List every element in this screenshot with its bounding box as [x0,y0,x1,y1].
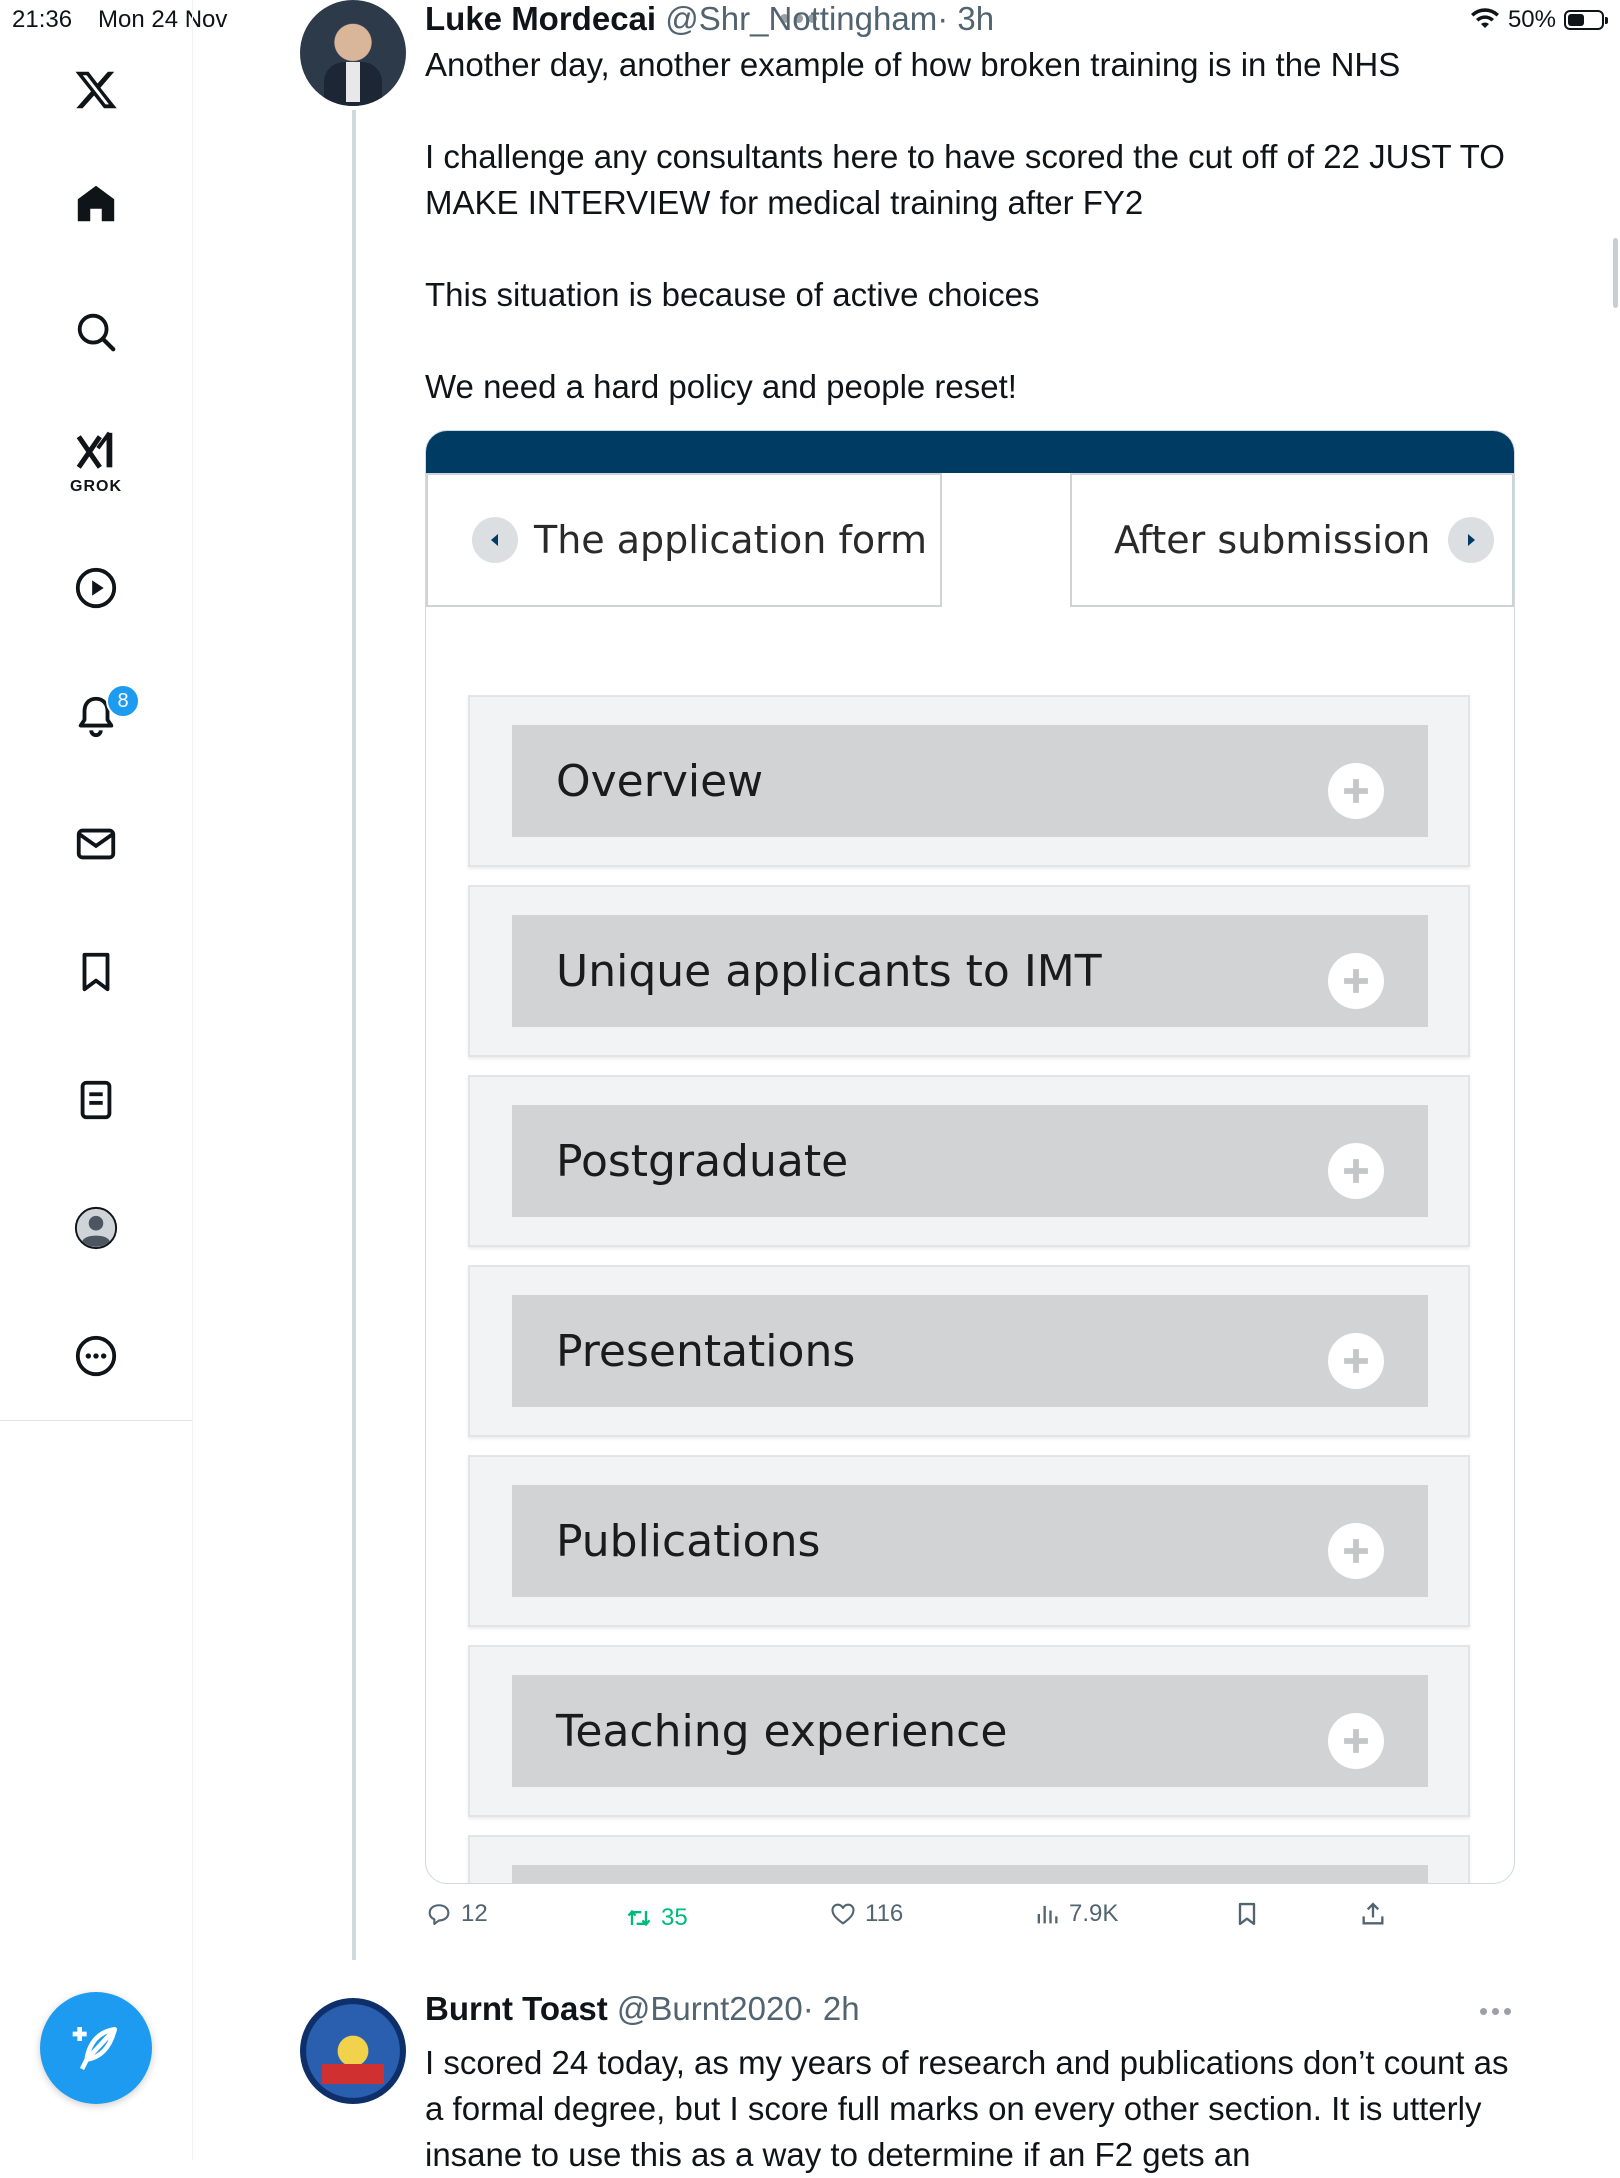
search-icon[interactable] [70,306,122,358]
more-options-icon[interactable] [1480,2008,1511,2015]
accordion-item [468,1645,1470,1817]
more-options-icon[interactable] [70,1330,122,1382]
tab-label: After submission [1114,518,1431,562]
bookmark-button[interactable] [1233,1900,1261,1928]
bookmark-icon [1233,1900,1261,1928]
plus-icon [1328,1143,1384,1199]
sidebar-divider [0,1420,192,1421]
grok-label: GROK [70,478,122,495]
status-time: 21:36 [12,6,73,33]
arrow-right-icon [1448,517,1494,563]
retweet-icon [625,1904,653,1932]
views-button[interactable] [1033,1900,1118,1928]
video-play-icon[interactable] [70,562,122,614]
tab-label: The application form [534,518,928,562]
sidebar [0,0,193,2160]
accordion-item-partial [468,1835,1470,1884]
battery-icon [1564,10,1604,30]
plus-icon [1328,1523,1384,1579]
accordion-item [468,695,1470,867]
accordion-label: Teaching experience [556,1705,1008,1757]
arrow-left-icon [472,517,518,563]
share-button[interactable] [1359,1900,1387,1928]
plus-icon [1328,1713,1384,1769]
tweet-actions [425,1900,1425,1940]
author-name[interactable]: Burnt Toast [425,1990,608,2027]
tweet-header [425,1990,860,2028]
wifi-icon [1470,8,1500,32]
tweet-paragraph: I challenge any consultants here to have scored the cut off of 22 JUST TO MAKE INTERVIEW for medical training after FY2 [425,138,1505,221]
thread-connector-line [352,110,356,1960]
compose-feather-icon [68,2020,124,2076]
profile-avatar-icon[interactable] [70,1202,122,1254]
plus-icon [1328,763,1384,819]
tweet-paragraph: We need a hard policy and people reset! [425,368,1017,405]
reply-button[interactable] [425,1900,488,1928]
heart-icon [829,1900,857,1928]
author-handle[interactable]: @Burnt2020 [616,1990,803,2027]
accordion-item [468,1455,1470,1627]
accordion-item [468,1075,1470,1247]
accordion-item [468,885,1470,1057]
tab-application-form [426,473,942,607]
plus-icon [1328,1333,1384,1389]
accordion-label: Overview [556,755,764,807]
tweet-text [425,42,1525,410]
status-indicators [1470,6,1604,34]
tweet-text: I scored 24 today, as my years of research and publications don’t count as a formal degree, but I score full marks on every other section. It is utterly insane to use this as a way to determine if an F2 gets an [425,2044,1509,2173]
reply-count: 12 [461,1900,488,1927]
status-date: Mon 24 Nov [98,6,228,33]
retweet-button[interactable] [625,1904,688,1932]
tab-after-submission [1070,473,1514,607]
accordion-label: Postgraduate [556,1135,849,1187]
view-count: 7.9K [1069,1900,1119,1927]
accordion-label: Presentations [556,1325,856,1377]
scrollbar[interactable] [1613,238,1618,308]
home-icon[interactable] [70,178,122,230]
accordion-label: Unique applicants to IMT [556,945,1102,997]
tweet-media-image[interactable] [425,430,1515,1884]
like-count: 116 [865,1900,904,1927]
tweet-paragraph: Another day, another example of how broken training is in the NHS [425,46,1401,83]
media-header-bar [426,431,1514,473]
reply-icon [425,1900,453,1928]
retweet-count: 35 [661,1904,688,1931]
accordion-item [468,1265,1470,1437]
tweet-time[interactable]: · 3h [937,0,995,37]
grok-icon[interactable] [70,426,122,478]
author-name[interactable]: Luke Mordecai [425,0,657,37]
author-avatar[interactable] [300,0,406,106]
views-chart-icon [1033,1900,1061,1928]
plus-icon [1328,953,1384,1009]
author-handle[interactable]: @Shr_Nottingham [665,0,938,37]
mail-icon[interactable] [70,818,122,870]
lists-icon[interactable] [70,1074,122,1126]
bookmark-icon[interactable] [70,946,122,998]
compose-post-button[interactable] [40,1992,152,2104]
like-button[interactable] [829,1900,903,1928]
x-logo-icon[interactable] [70,64,122,116]
accordion-label: Publications [556,1515,821,1567]
tweet-header [425,0,994,38]
share-icon [1359,1900,1387,1928]
author-avatar[interactable] [300,1998,406,2104]
tweet-paragraph: This situation is because of active choices [425,276,1040,313]
notification-badge: 8 [106,684,140,718]
tweet-time[interactable]: · 2h [802,1990,860,2027]
battery-percent: 50% [1507,6,1556,33]
